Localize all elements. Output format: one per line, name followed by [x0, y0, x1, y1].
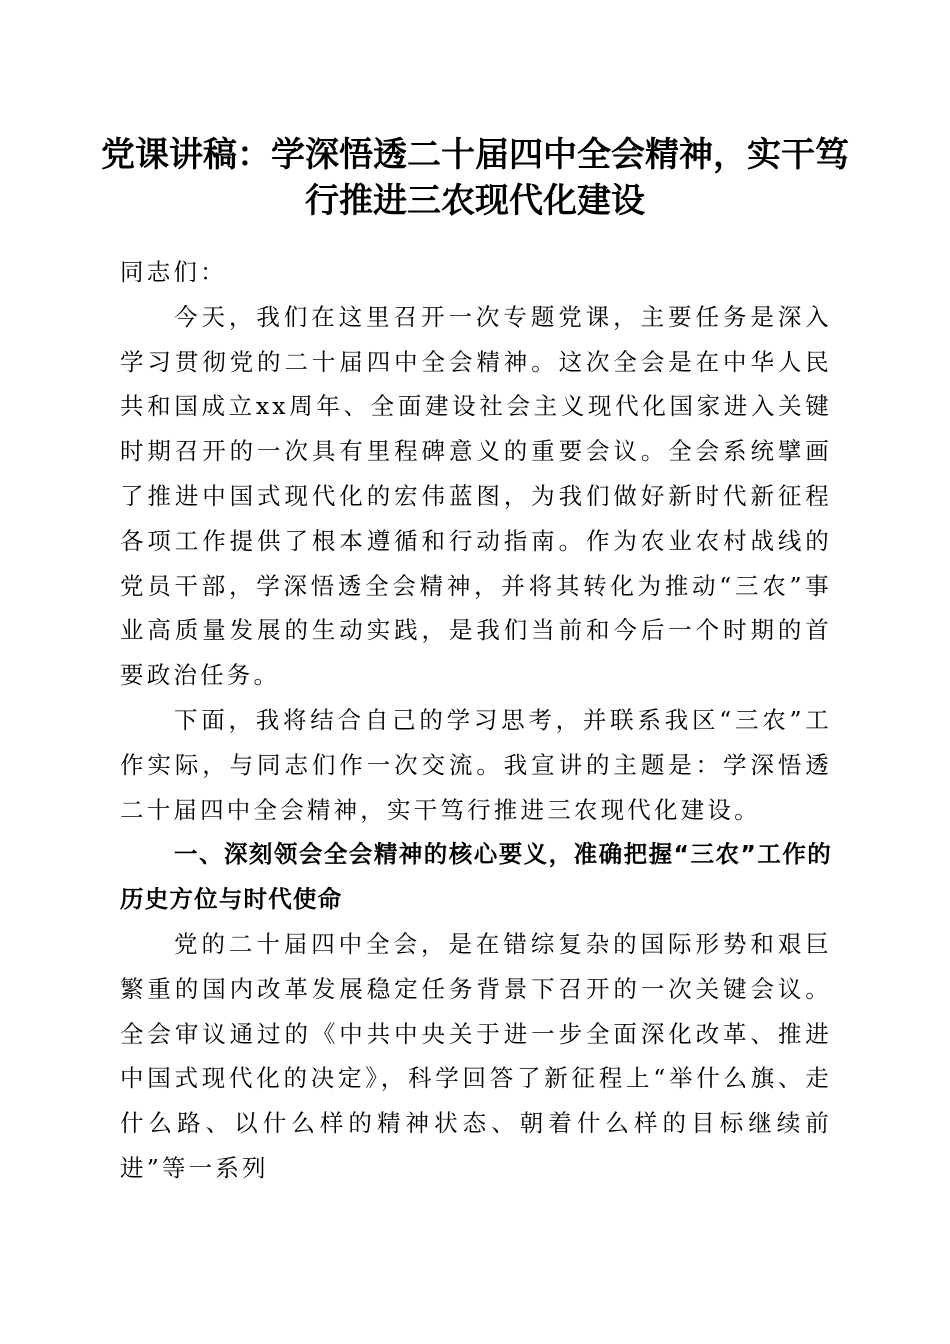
paragraph-section-one: 党的二十届四中全会，是在错综复杂的国际形势和艰巨繁重的国内改革发展稳定任务背景下召开的一次关键会议。全会审议通过的《中共中央关于进一步全面深化改革、推进中国式现代化的决定》，科学回答了新征程上“举什么旗、走什么路、以什么样的精神状态、朝着什么样的目标继续前进”等一系列: [120, 929, 832, 1182]
paragraph-intro: 今天，我们在这里召开一次专题党课，主要任务是深入学习贯彻党的二十届四中全会精神。这次全会是在中华人民共和国成立xx周年、全面建设社会主义现代化国家进入关键时期召开的一次具有里程碑意义的重要会议。全会系统擘画了推进中国式现代化的宏伟蓝图，为我们做好新时代新征程各项工作提供了根本遵循和行动指南。作为农业农村战线的党员干部，学深悟透全会精神，并将其转化为推动“三农”事业高质量发展的生动实践，是我们当前和今后一个时期的首要政治任务。: [120, 302, 832, 690]
paragraph-theme: 下面，我将结合自己的学习思考，并联系我区“三农”工作实际，与同志们作一次交流。我宣讲的主题是：学深悟透二十届四中全会精神，实干笃行推进三农现代化建设。: [120, 705, 832, 824]
document-body: [120, 250, 832, 1191]
document-title: 党课讲稿：学深悟透二十届四中全会精神，实干笃行推进三农现代化建设: [101, 135, 849, 221]
section-heading: 一、深刻领会全会精神的核心要义，准确把握“三农”工作的历史方位与时代使命: [120, 840, 832, 914]
salutation: 同志们：: [120, 258, 227, 286]
